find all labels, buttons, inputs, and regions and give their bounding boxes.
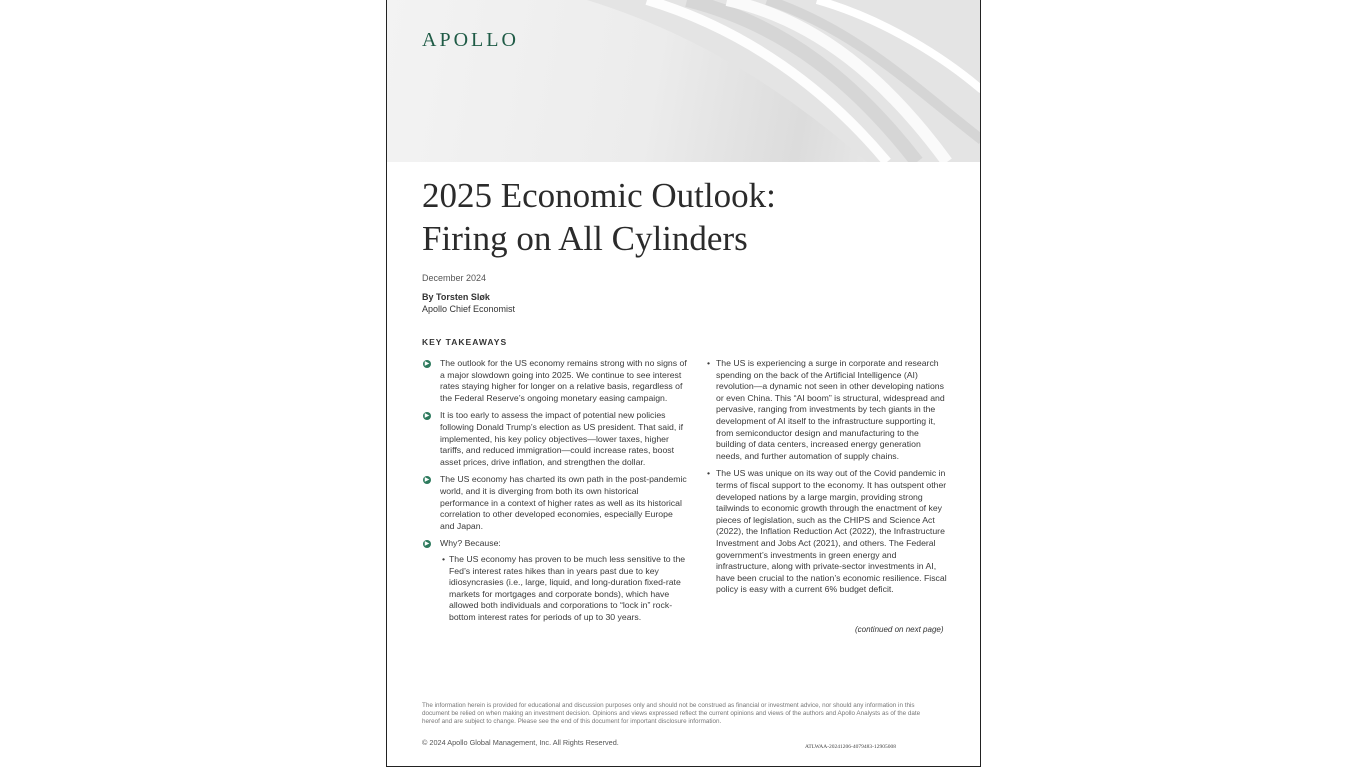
list-item-text: Why? Because: bbox=[440, 538, 501, 549]
continued-note: (continued on next page) bbox=[855, 625, 944, 634]
list-item-text: The outlook for the US economy remains strong with no signs of a major slowdown going into 2025. We continue to see interest rates staying higher for longer on a relative basis, regardless of the Federal Reserve’s ongoing monetary easing campaign. bbox=[440, 358, 687, 403]
arrow-right-circle-icon: ▶ bbox=[424, 477, 430, 484]
wave-graphic bbox=[387, 0, 981, 162]
list-item bbox=[707, 358, 947, 462]
list-item bbox=[422, 538, 687, 623]
arrow-right-circle-icon: ▶ bbox=[424, 541, 430, 548]
takeaways-left-column bbox=[422, 358, 687, 629]
key-takeaways-heading: KEY TAKEAWAYS bbox=[422, 337, 508, 347]
list-item bbox=[422, 474, 687, 532]
sub-list-item-text: The US economy has proven to be much less sensitive to the Fed’s interest rates hikes than in years past due to key idiosyncrasies (i.e., large, liquid, and long-duration fixed-rate markets for mortgages and corporate bonds), which have allowed both individuals and corporations to “lock in” rock-bottom interest rates for periods of up to 30 years. bbox=[449, 553, 686, 622]
document-page bbox=[386, 0, 981, 767]
list-item bbox=[707, 468, 947, 596]
list-item-text: It is too early to assess the impact of potential new policies following Donald Trump’s election as US president. That said, if implemented, his key policy objectives—lower taxes, higher tariffs, and reduced immigration—could increase rates, boost asset prices, drive inflation, and strengthen the dollar. bbox=[440, 410, 684, 467]
publication-date: December 2024 bbox=[422, 273, 487, 283]
list-item-text: The US is experiencing a surge in corporate and research spending on the back of the Artificial Intelligence (AI) revolution—a dynamic not seen in other developing nations or even China. This “AI boom” is structural, widespread and pervasive, ranging from investments by tech giants in the development of AI itself to the infrastructure supporting it, from semiconductor design and manufacturing to the building of data centers, increased energy generation needs, and further automation of supply chains. bbox=[716, 358, 945, 461]
arrow-right-circle-icon: ▶ bbox=[424, 413, 430, 420]
bullet-dot-icon: • bbox=[442, 553, 446, 564]
takeaways-right-column bbox=[707, 358, 947, 602]
copyright: © 2024 Apollo Global Management, Inc. All Rights Reserved. bbox=[422, 738, 619, 747]
arrow-right-circle-icon: ▶ bbox=[424, 361, 430, 367]
title-line-1: 2025 Economic Outlook: bbox=[422, 176, 776, 215]
author-block bbox=[422, 291, 515, 315]
sub-list-item bbox=[422, 554, 687, 624]
apollo-logo: APOLLO bbox=[422, 29, 519, 51]
author-role: Apollo Chief Economist bbox=[422, 304, 516, 314]
list-item bbox=[422, 410, 687, 468]
disclaimer: The information herein is provided for educational and discussion purposes only and should not be construed as financial or investment advice, nor should any information in this document be relied on when making an investment decision. Opinions and views expressed reflect the current opinions and views of the authors and Apollo Analysts as of the date hereof and are subject to change. Please see the end of this document for important disclosure information. bbox=[422, 702, 921, 725]
list-item bbox=[422, 358, 687, 404]
bullet-dot-icon: • bbox=[707, 468, 711, 479]
list-item-text: The US was unique on its way out of the Covid pandemic in terms of fiscal support to the economy. It has outspent other developed nations by a large margin, providing strong tailwinds to economic growth through the enactment of key pieces of legislation, such as the CHIPS and Science Act (2022), the Inflation Reduction Act (2022), the Infrastructure Investment and Jobs Act (2021), and others. The Federal government’s investments in green energy and infrastructure, along with private-sector investments in AI, have been crucial to the nation’s economic resilience. Fiscal policy is easy with a current 6% budget deficit. bbox=[716, 468, 947, 595]
page-title bbox=[422, 174, 952, 260]
document-code: ATLWAA-20241206-4079483-12905008 bbox=[805, 744, 896, 750]
bullet-dot-icon: • bbox=[707, 358, 711, 368]
title-line-2: Firing on All Cylinders bbox=[422, 219, 748, 258]
header-banner bbox=[387, 0, 981, 162]
list-item-text: The US economy has charted its own path in the post-pandemic world, and it is diverging from both its own historical performance in a context of higher rates as well as its historical correlation to other developed economies, especially Europe and Japan. bbox=[440, 474, 687, 531]
author-name: By Torsten Sløk bbox=[422, 292, 490, 302]
